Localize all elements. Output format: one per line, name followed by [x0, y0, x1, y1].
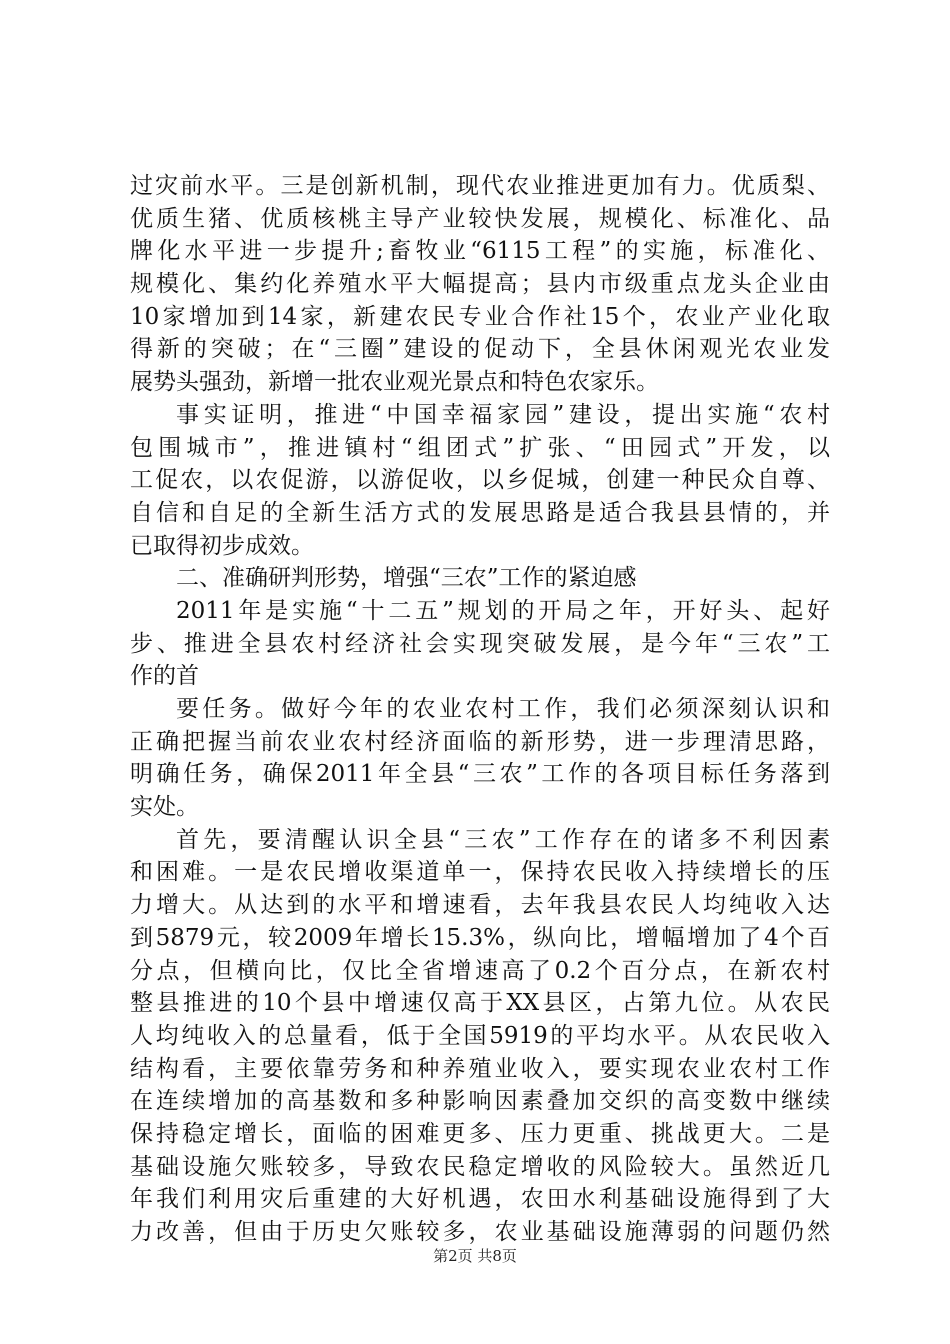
text-line: 包围城市”，推进镇村“组团式”扩张、“田园式”开发，以 [130, 434, 830, 461]
text-line: 10家增加到14家，新建农民专业合作社15个，农业产业化取 [130, 303, 830, 330]
text-line: 结构看，主要依靠劳务和种养殖业收入，要实现农业农村工作 [130, 1055, 830, 1082]
text-line: 分点，但横向比，仅比全省增速高了0.2个百分点，在新农村 [130, 957, 830, 984]
page-footer: 第2页 共8页 [433, 1247, 517, 1265]
text-line: 力改善，但由于历史欠账较多，农业基础设施薄弱的问题仍然 [130, 1219, 830, 1245]
text-line: 得新的突破；在“三圈”建设的促动下，全县休闲观光农业发 [130, 336, 830, 363]
text-line: 和困难。一是农民增收渠道单一，保持农民收入持续增长的压 [130, 859, 830, 886]
text-line: 2011年是实施“十二五”规划的开局之年，开好头、起好 [176, 597, 830, 624]
text-line: 优质生猪、优质核桃主导产业较快发展，规模化、标准化、品 [130, 205, 830, 232]
text-line: 已取得初步成效。 [130, 532, 314, 559]
text-line: 规模化、集约化养殖水平大幅提高；县内市级重点龙头企业由 [130, 271, 830, 298]
text-line: 首先，要清醒认识全县“三农”工作存在的诸多不利因素 [176, 826, 830, 853]
text-line: 到5879元，较2009年增长15.3%，纵向比，增幅增加了4个百 [130, 924, 830, 951]
text-line: 自信和自足的全新生活方式的发展思路是适合我县县情的，并 [130, 499, 830, 526]
text-line: 正确把握当前农业农村经济面临的新形势，进一步理清思路， [130, 728, 830, 755]
text-line: 明确任务，确保2011年全县“三农”工作的各项目标任务落到 [130, 761, 830, 788]
text-line: 工促农，以农促游，以游促收，以乡促城，创建一种民众自尊、 [130, 467, 830, 494]
text-line: 要任务。做好今年的农业农村工作，我们必须深刻认识和 [176, 696, 830, 722]
text-line: 实处。 [130, 794, 199, 821]
text-line: 牌化水平进一步提升;畜牧业“6115工程”的实施，标准化、 [130, 238, 830, 265]
text-line: 在连续增加的高基数和多种影响因素叠加交织的高变数中继续 [130, 1088, 830, 1115]
text-line: 整县推进的10个县中增速仅高于XX县区，占第九位。从农民 [130, 990, 830, 1017]
text-line: 年我们利用灾后重建的大好机遇，农田水利基础设施得到了大 [130, 1186, 830, 1213]
text-line: 事实证明，推进“中国幸福家园”建设，提出实施“农村 [176, 401, 830, 428]
text-line: 保持稳定增长，面临的困难更多、压力更重、挑战更大。二是 [130, 1120, 830, 1147]
text-line: 过灾前水平。三是创新机制，现代农业推进更加有力。优质梨、 [130, 173, 830, 199]
text-line: 二、准确研判形势，增强“三农”工作的紧迫感 [176, 565, 637, 592]
text-line: 步、推进全县农村经济社会实现突破发展，是今年“三农”工 [130, 630, 830, 657]
text-line: 基础设施欠账较多，导致农民稳定增收的风险较大。虽然近几 [130, 1153, 830, 1180]
text-line: 展势头强劲，新增一批农业观光景点和特色农家乐。 [130, 369, 659, 396]
text-line: 力增大。从达到的水平和增速看，去年我县农民人均纯收入达 [130, 892, 830, 919]
document-body [130, 170, 830, 1249]
text-line: 作的首 [130, 663, 199, 690]
text-line: 人均纯收入的总量看，低于全国5919的平均水平。从农民收入 [130, 1022, 830, 1049]
